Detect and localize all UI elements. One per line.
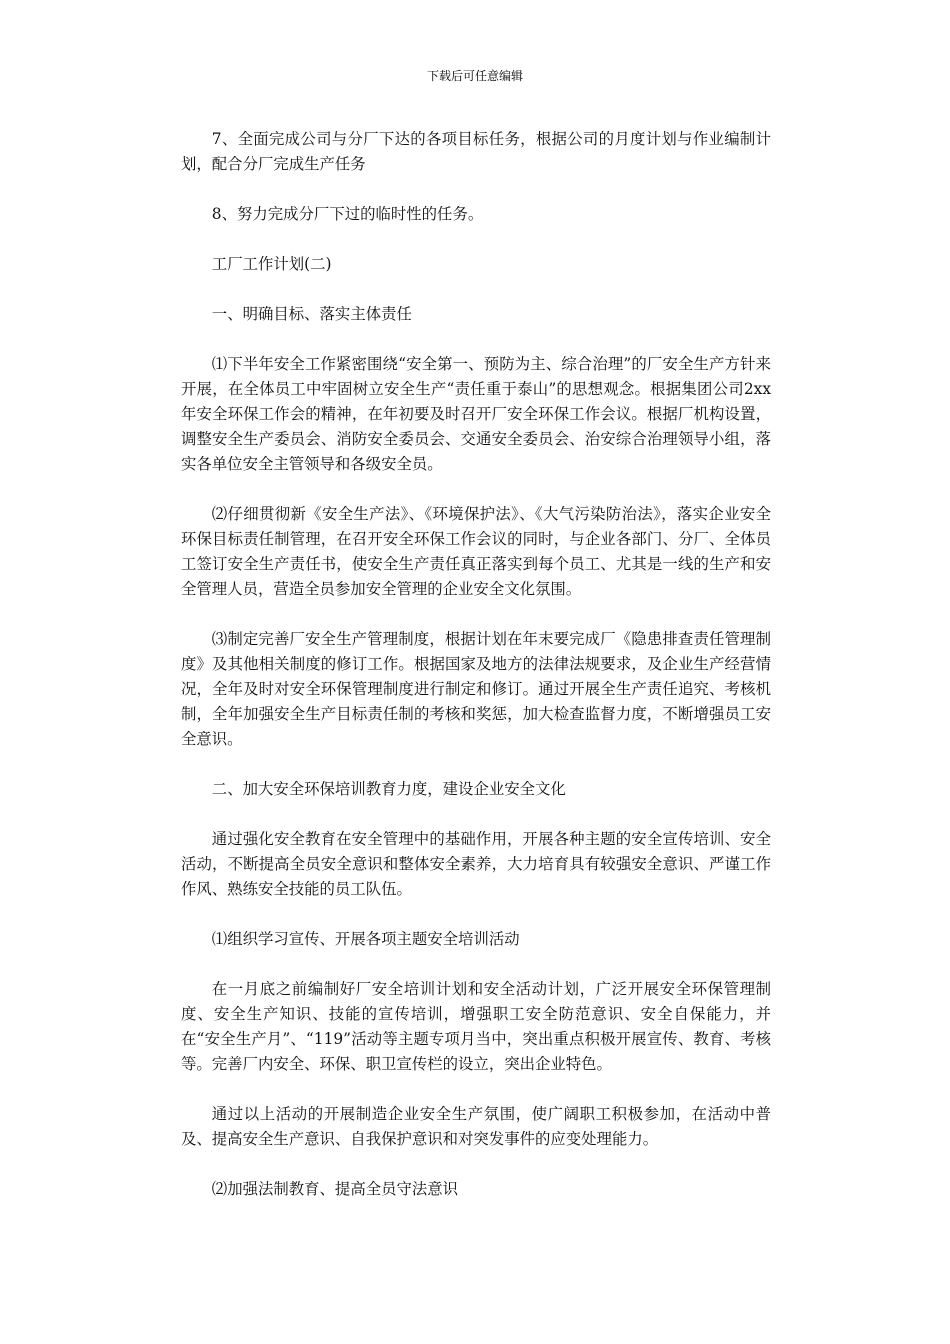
paragraph-2-intro: 通过强化安全教育在安全管理中的基础作用，开展各种主题的安全宣传培训、安全活动，不断提高全员安全意识和整体安全素养，大力培育具有较强安全意识、严谨工作作风、熟练安全技能的员工队伍。	[181, 830, 771, 898]
section-title: 工厂工作计划(二)	[211, 255, 332, 273]
document-body	[181, 127, 771, 1227]
paragraph-2-1-a: 在一月底之前编制好厂安全培训计划和安全活动计划，广泛开展安全环保管理制度、安全生产知识、技能的宣传培训，增强职工安全防范意识、安全自保能力，并在“安全生产月”、“119”活动等主题专项月当中，突出重点积极开展宣传、教育、考核等。完善厂内安全、环保、职卫宣传栏的设立，突出企业特色。	[181, 980, 771, 1073]
heading-1: 一、明确目标、落实主体责任	[211, 305, 412, 323]
paragraph-item-7: 7、全面完成公司与分厂下达的各项目标任务，根据公司的月度计划与作业编制计划，配合分厂完成生产任务	[181, 130, 771, 173]
subheading-2-1: ⑴组织学习宣传、开展各项主题安全培训活动	[211, 930, 520, 948]
paragraph-item-8: 8、努力完成分厂下过的临时性的任务。	[211, 205, 484, 223]
paragraph-1-1: ⑴下半年安全工作紧密围绕“安全第一、预防为主、综合治理”的厂安全生产方针来开展，在全体员工中牢固树立安全生产“责任重于泰山”的思想观念。根据集团公司2xx年安全环保工作会的精神，在年初要及时召开厂安全环保工作会议。根据厂机构设置，调整安全生产委员会、消防安全委员会、交通安全委员会、治安综合治理领导小组，落实各单位安全主管领导和各级安全员。	[181, 355, 771, 473]
paragraph-2-1-b: 通过以上活动的开展制造企业安全生产氛围，使广阔职工积极参加，在活动中普及、提高安全生产意识、自我保护意识和对突发事件的应变处理能力。	[181, 1105, 771, 1148]
page-header: 下载后可任意编辑	[426, 69, 523, 83]
heading-2: 二、加大安全环保培训教育力度，建设企业安全文化	[211, 780, 566, 798]
paragraph-1-2: ⑵仔细贯彻新《安全生产法》、《环境保护法》、《大气污染防治法》，落实企业安全环保目标责任制管理，在召开安全环保工作会议的同时，与企业各部门、分厂、全体员工签订安全生产责任书，使安全生产责任真正落实到每个员工、尤其是一线的生产和安全管理人员，营造全员参加安全管理的企业安全文化氛围。	[181, 505, 771, 598]
subheading-2-2: ⑵加强法制教育、提高全员守法意识	[211, 1180, 459, 1198]
paragraph-1-3: ⑶制定完善厂安全生产管理制度，根据计划在年末要完成厂《隐患排查责任管理制度》及其他相关制度的修订工作。根据国家及地方的法律法规要求，及企业生产经营情况，全年及时对安全环保管理制度进行制定和修订。通过开展全生产责任追究、考核机制，全年加强安全生产目标责任制的考核和奖惩，加大检查监督力度，不断增强员工安全意识。	[181, 630, 771, 748]
